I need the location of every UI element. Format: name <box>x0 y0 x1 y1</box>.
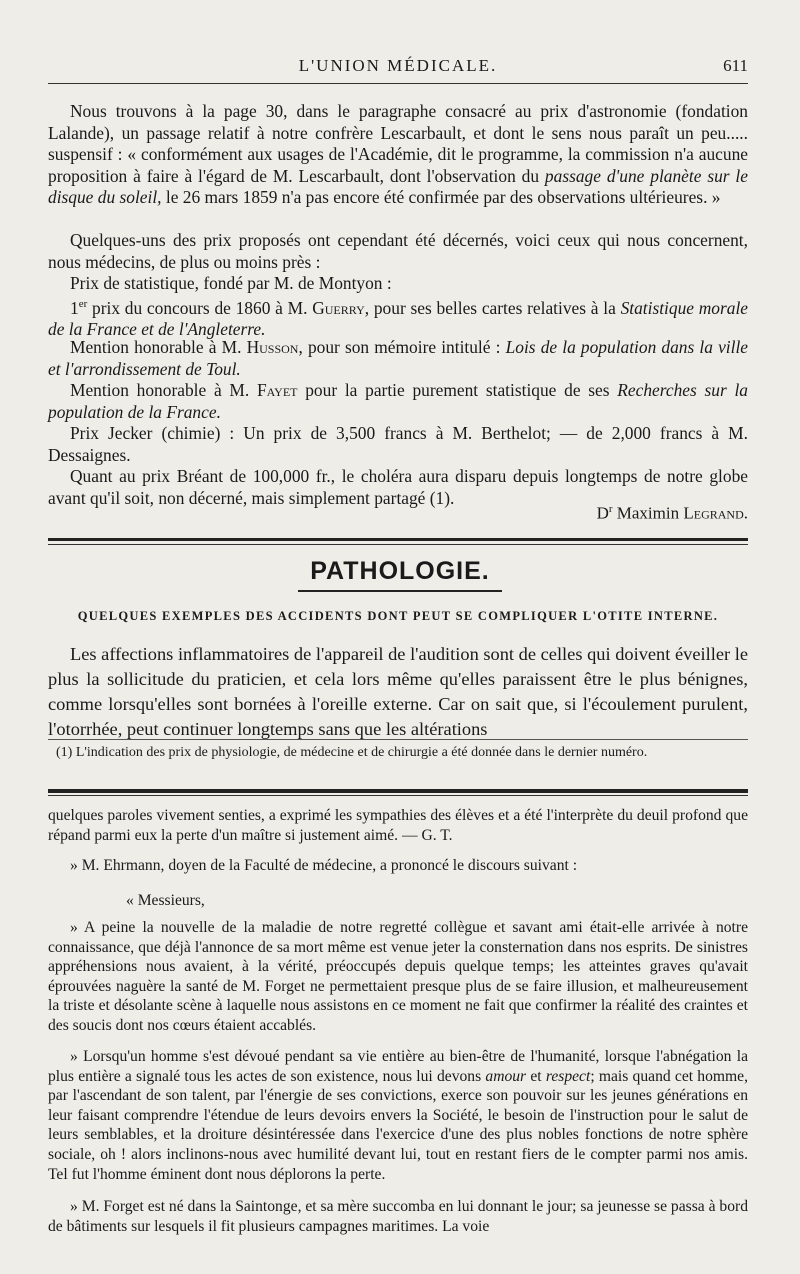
paragraph-speech-2: » Lorsqu'un homme s'est dévoué pendant sa vie entière au bien-être de l'humanité, lorsque l'abnégation la plus entière a signalé tous les actes de son existence, nous lui devons amour et respect; mais quand cet homme, par l'ascendant de son talent, par l'énergie de ses convictions, exerce son pouvoir sur les jeunes générations en leur faisant comprendre l'étendue de leurs devoirs envers la Société, le besoin de l'instruction pour le salut de leurs semblables, et la droiture désintéressée dans l'exercice d'une des plus nobles fonctions de notre sphère sociale, oh ! alors inclinons-nous avec humilité devant lui, tout en restant fiers de le compter parmi nos amis. Tel fut l'homme éminent dont nous déplorons la perte. <box>48 1048 748 1183</box>
author-signature: $D^r$ Maximin Legrand. <box>596 503 748 523</box>
paragraph-fayet: Mention honorable à M. Fayet pour la partie purement statistique de ses Recherches sur la population de la France. <box>48 380 748 422</box>
footnote-rule <box>48 739 748 740</box>
page-number: 611 <box>723 56 748 75</box>
paragraph-speech-1: » A peine la nouvelle de la maladie de notre regretté collègue et savant ami était-elle arrivée à notre connaissance, que déjà l'annonce de sa mort même est venue jeter la consternation dans nos esprits. De sinistres appréhensions nous avaient, à la vérité, préoccupés depuis quelque temps; les atteintes graves qu'avait éprouvées naguère la santé de M. Forget ne permettaient presque plus de se faire illusion, et malheureusement la triste et désolante scène à laquelle nous assistons en ce moment ne fait que confirmer la réalité des craintes et des soucis dont nos cœurs étaient accablés. <box>48 919 748 1034</box>
paragraph-statistics-prize: Prix de statistique, fondé par M. de Montyon : <box>70 273 392 293</box>
paragraph-jecker-prize: Prix Jecker (chimie) : Un prix de 3,500 francs à M. Berthelot; — de 2,000 francs à M. Dessaignes. <box>48 423 748 465</box>
section-title-rule <box>298 590 502 592</box>
paragraph-dean-speech: » M. Ehrmann, doyen de la Faculté de médecine, a prononcé le discours suivant : <box>70 857 578 874</box>
article-title: QUELQUES EXEMPLES DES ACCIDENTS DONT PEUT SE COMPLIQUER L'OTITE INTERNE. <box>77 609 719 623</box>
bottom-separator <box>48 789 748 797</box>
paragraph-breant-prize: Quant au prix Bréant de 100,000 fr., le choléra aura disparu depuis longtemps de notre globe avant qu'il soit, non décerné, mais simplement partagé (1). <box>48 466 748 508</box>
section-title: PATHOLOGIE. <box>310 557 490 585</box>
paragraph-speech-3: » M. Forget est né dans la Saintonge, et sa mère succomba en lui donnant le jour; sa jeunesse se passa à bord de bâtiments sur lesquels il fit plusieurs campagnes maritimes. La voie <box>48 1198 748 1235</box>
page-header <box>48 50 748 84</box>
paragraph-astronomy: Nous trouvons à la page 30, dans le paragraphe consacré au prix d'astronomie (fondation Lalande), un passage relatif à notre confrère Lescarbault, et dont le sens nous paraît un peu..... suspensif : « conformément aux usages de l'Académie, dit le programme, la commission n'a aucune proposition à faire à l'égard de M. Lescarbault, dont l'observation du passage d'une planète sur le disque du soleil, le 26 mars 1859 n'a pas encore été confirmée par des observations ultérieures. » <box>48 101 748 208</box>
header-rule <box>48 83 748 84</box>
paragraph-prizes-intro: Quelques-uns des prix proposés ont cependant été décernés, voici ceux qui nous concernent, nous médecins, de plus ou moins près : <box>48 230 748 272</box>
running-title: L'UNION MÉDICALE. <box>298 56 498 75</box>
article-body: Les affections inflammatoires de l'appareil de l'audition sont de celles qui doivent éveiller le plus la sollicitude du praticien, et cela lors même qu'elles paraissent être le plus bénignes, comme lorsqu'elles sont bornées à l'oreille externe. Car on sait que, si l'écoulement purulent, l'otorrhée, peut continuer longtemps sans que les altérations <box>48 644 748 739</box>
section-separator <box>48 538 748 548</box>
speech-salutation: « Messieurs, <box>126 892 205 909</box>
paragraph-husson: Mention honorable à M. Husson, pour son mémoire intitulé : Lois de la population dans la ville et l'arrondissement de Toul. <box>48 337 749 379</box>
footnote: (1) L'indication des prix de physiologie, de médecine et de chirurgie a été donnée dans le dernier numéro. <box>56 745 648 760</box>
paragraph-first-prize: 1er prix du concours de 1860 à M. Guerry, pour ses belles cartes relatives à la Statistique morale de la France et de l'Angleterre. <box>48 297 749 340</box>
paragraph-eulogy-intro: quelques paroles vivement senties, a exprimé les sympathies des élèves et a été l'interprète du deuil profond que répand parmi eux la perte d'un maître si justement aimé. — G. T. <box>48 807 748 844</box>
